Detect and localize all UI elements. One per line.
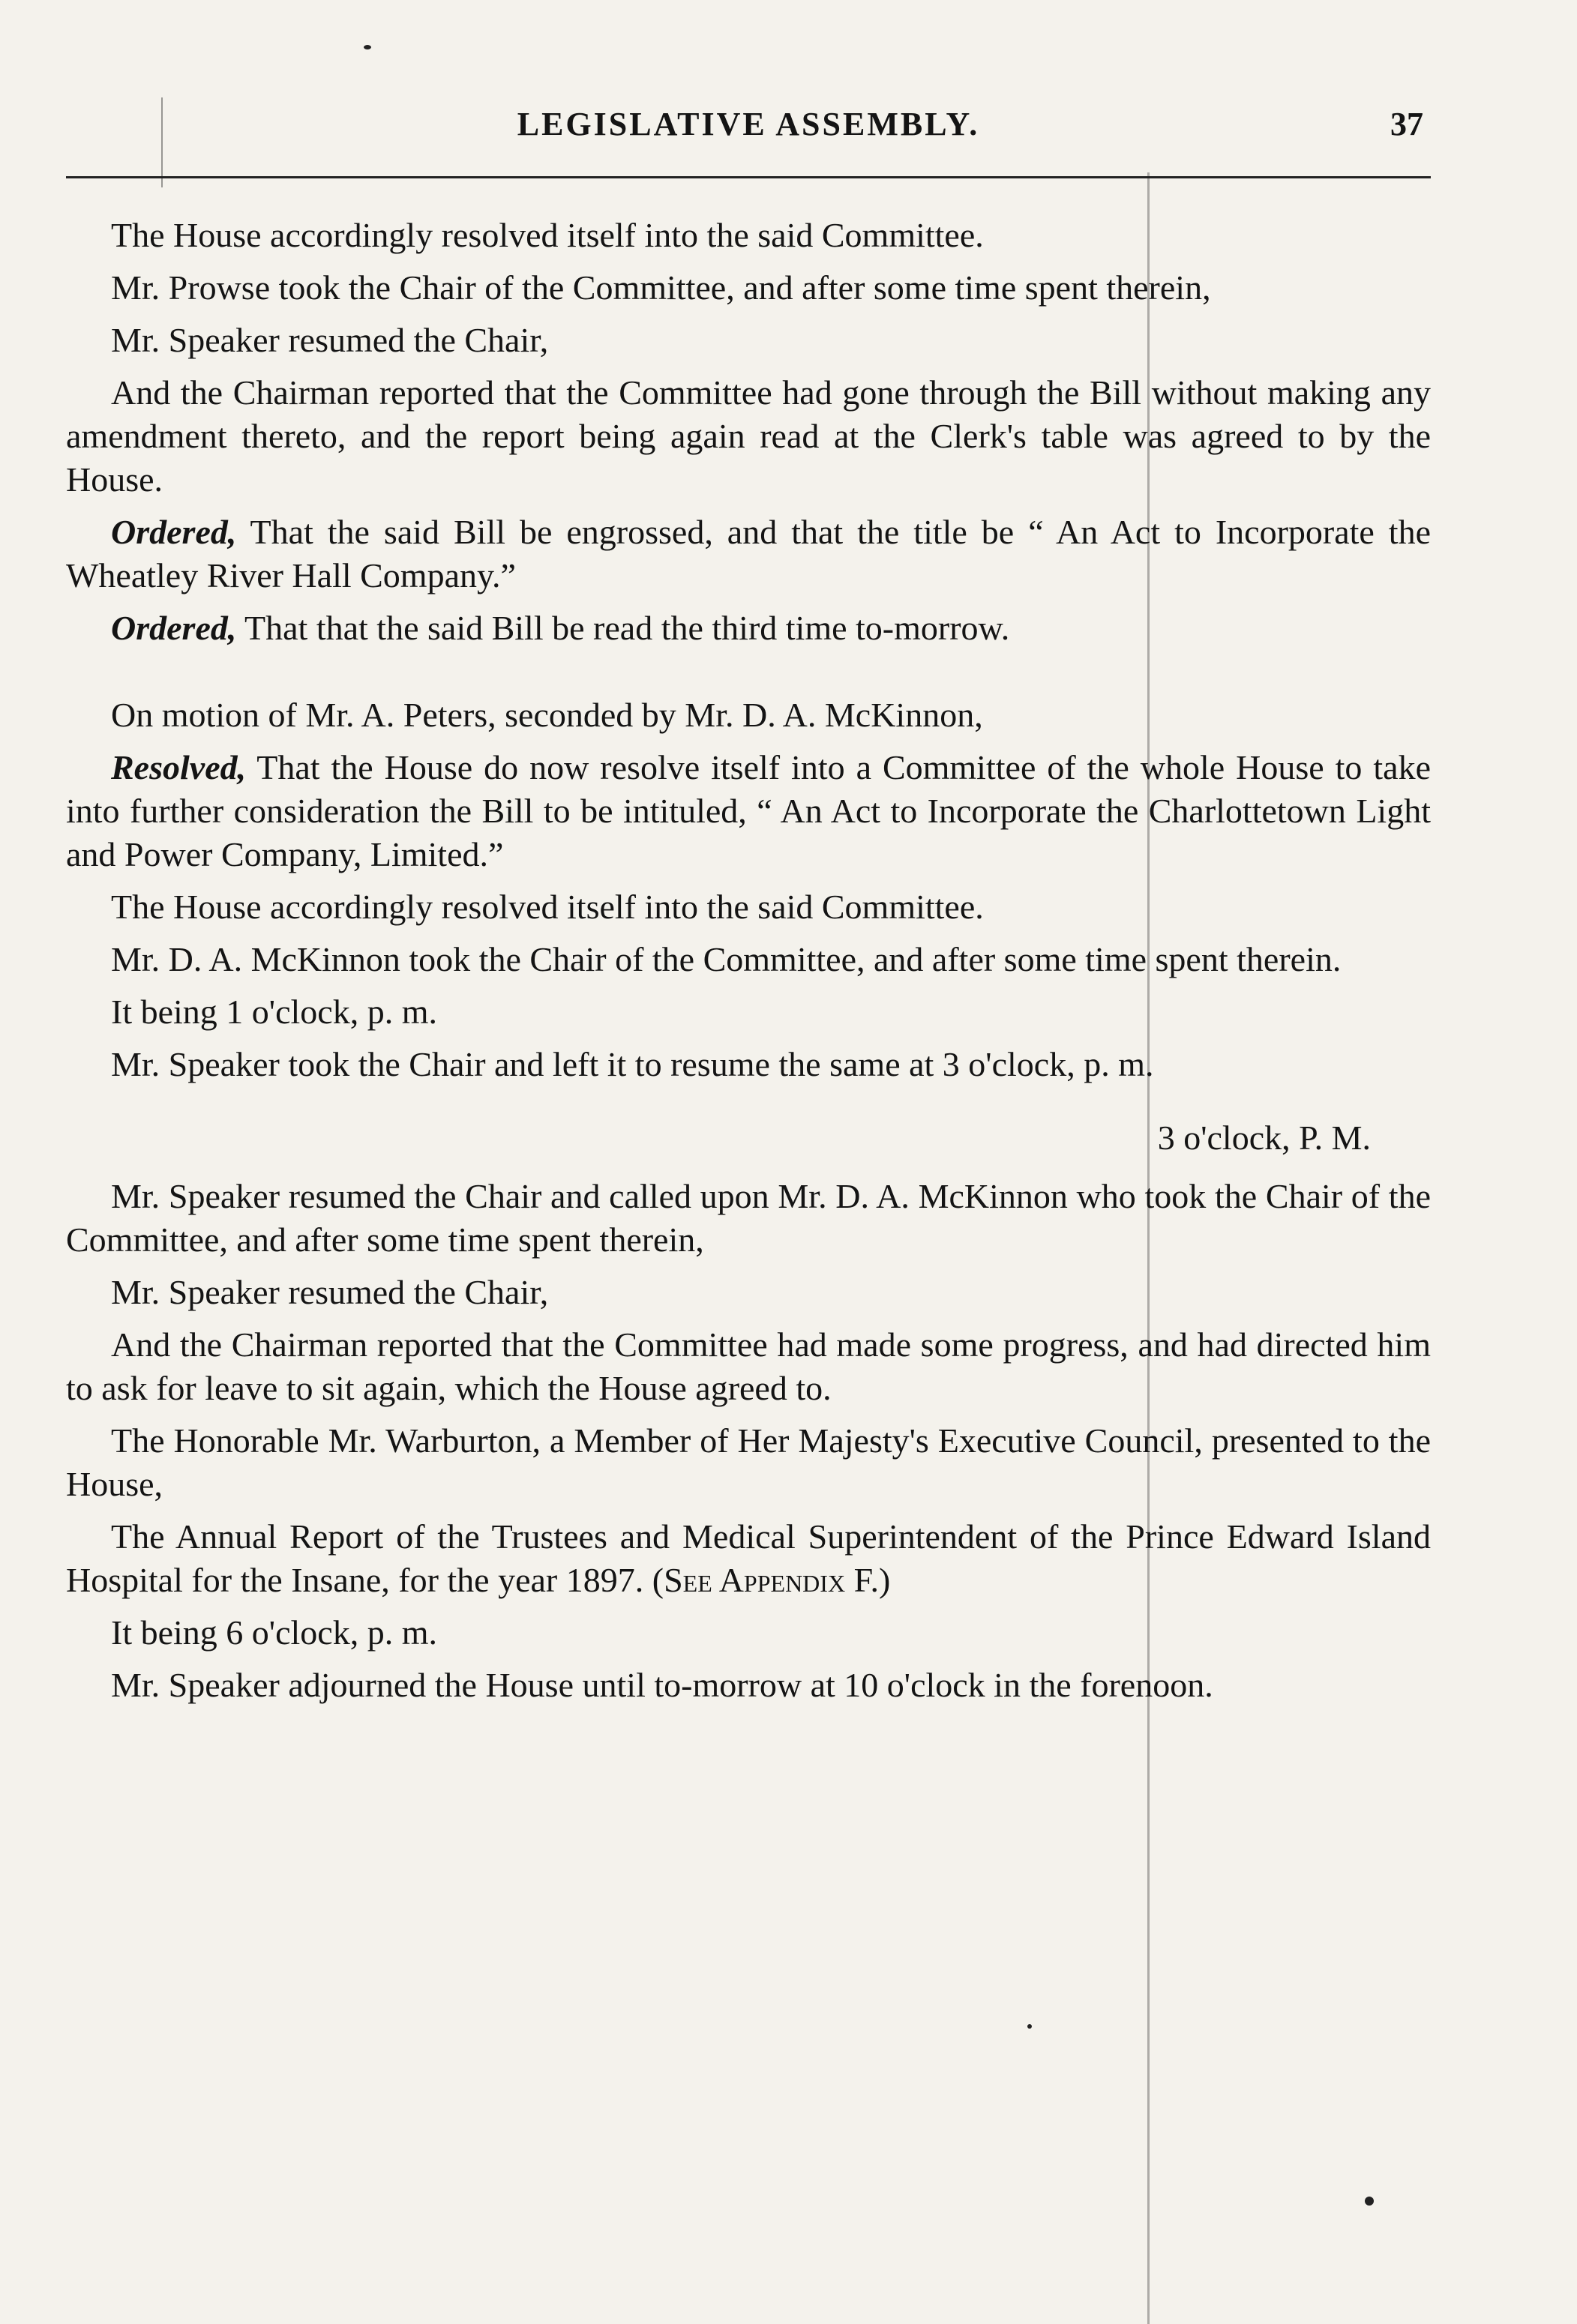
see-appendix-label: See Appendix <box>664 1561 846 1599</box>
paragraph: And the Chairman reported that the Committee had made some progress, and had directed him to ask for leave to sit again, which the House agreed to. <box>66 1325 1431 1407</box>
body-text <box>66 214 1431 1716</box>
paragraph: Mr. Speaker took the Chair and left it to resume the same at 3 o'clock, p. m. <box>111 1045 1154 1083</box>
paragraph: Mr. Speaker adjourned the House until to-morrow at 10 o'clock in the forenoon. <box>111 1666 1213 1704</box>
page-number: 37 <box>1390 106 1423 142</box>
header-rule <box>66 176 1431 178</box>
paragraph: On motion of Mr. A. Peters, seconded by Mr. D. A. McKinnon, <box>111 696 983 734</box>
scan-speck <box>1365 2197 1374 2206</box>
paragraph: The House accordingly resolved itself into the said Committee. <box>111 888 984 926</box>
appendix-paragraph: The Annual Report of the Trustees and Medical Superintendent of the Prince Edward Island Hospital for the Insane, for the year 1897. (See Appendix F.) <box>66 1517 1431 1599</box>
paragraph: Mr. Speaker resumed the Chair, <box>111 321 549 359</box>
paragraph: Resolved, That the House do now resolve itself into a Committee of the whole House to take into further consideration the Bill to be intituled, “ An Act to Incorporate the Charlottetown Light and Power Company, Limited.” <box>66 748 1431 873</box>
paragraph: Ordered, That that the said Bill be read the third time to-morrow. <box>111 609 1010 647</box>
time-stamp: 3 o'clock, P. M. <box>1157 1119 1371 1157</box>
paragraph: Ordered, That the said Bill be engrossed, and that the title be “ An Act to Incorporate the Wheatley River Hall Company.” <box>66 513 1431 594</box>
paragraph: Mr. Prowse took the Chair of the Committee, and after some time spent therein, <box>111 268 1211 307</box>
scan-speck <box>364 45 371 49</box>
paragraph: It being 1 o'clock, p. m. <box>111 993 437 1031</box>
running-title: LEGISLATIVE ASSEMBLY. <box>517 106 980 142</box>
paragraph: Mr. Speaker resumed the Chair and called upon Mr. D. A. McKinnon who took the Chair of the Committee, and after some time spent therein, <box>66 1177 1431 1259</box>
paragraph: Mr. D. A. McKinnon took the Chair of the Committee, and after some time spent therein. <box>111 940 1342 978</box>
paragraph: And the Chairman reported that the Committee had gone through the Bill without making any amendment thereto, and the report being again read at the Clerk's table was agreed to by the House. <box>66 373 1431 499</box>
paragraph: The House accordingly resolved itself into the said Committee. <box>111 216 984 254</box>
page-header <box>66 105 1431 150</box>
paragraph: The Honorable Mr. Warburton, a Member of Her Majesty's Executive Council, presented to the House, <box>66 1421 1431 1503</box>
paragraph: Mr. Speaker resumed the Chair, <box>111 1273 549 1311</box>
scan-speck <box>1027 2024 1032 2029</box>
paragraph: It being 6 o'clock, p. m. <box>111 1613 437 1652</box>
